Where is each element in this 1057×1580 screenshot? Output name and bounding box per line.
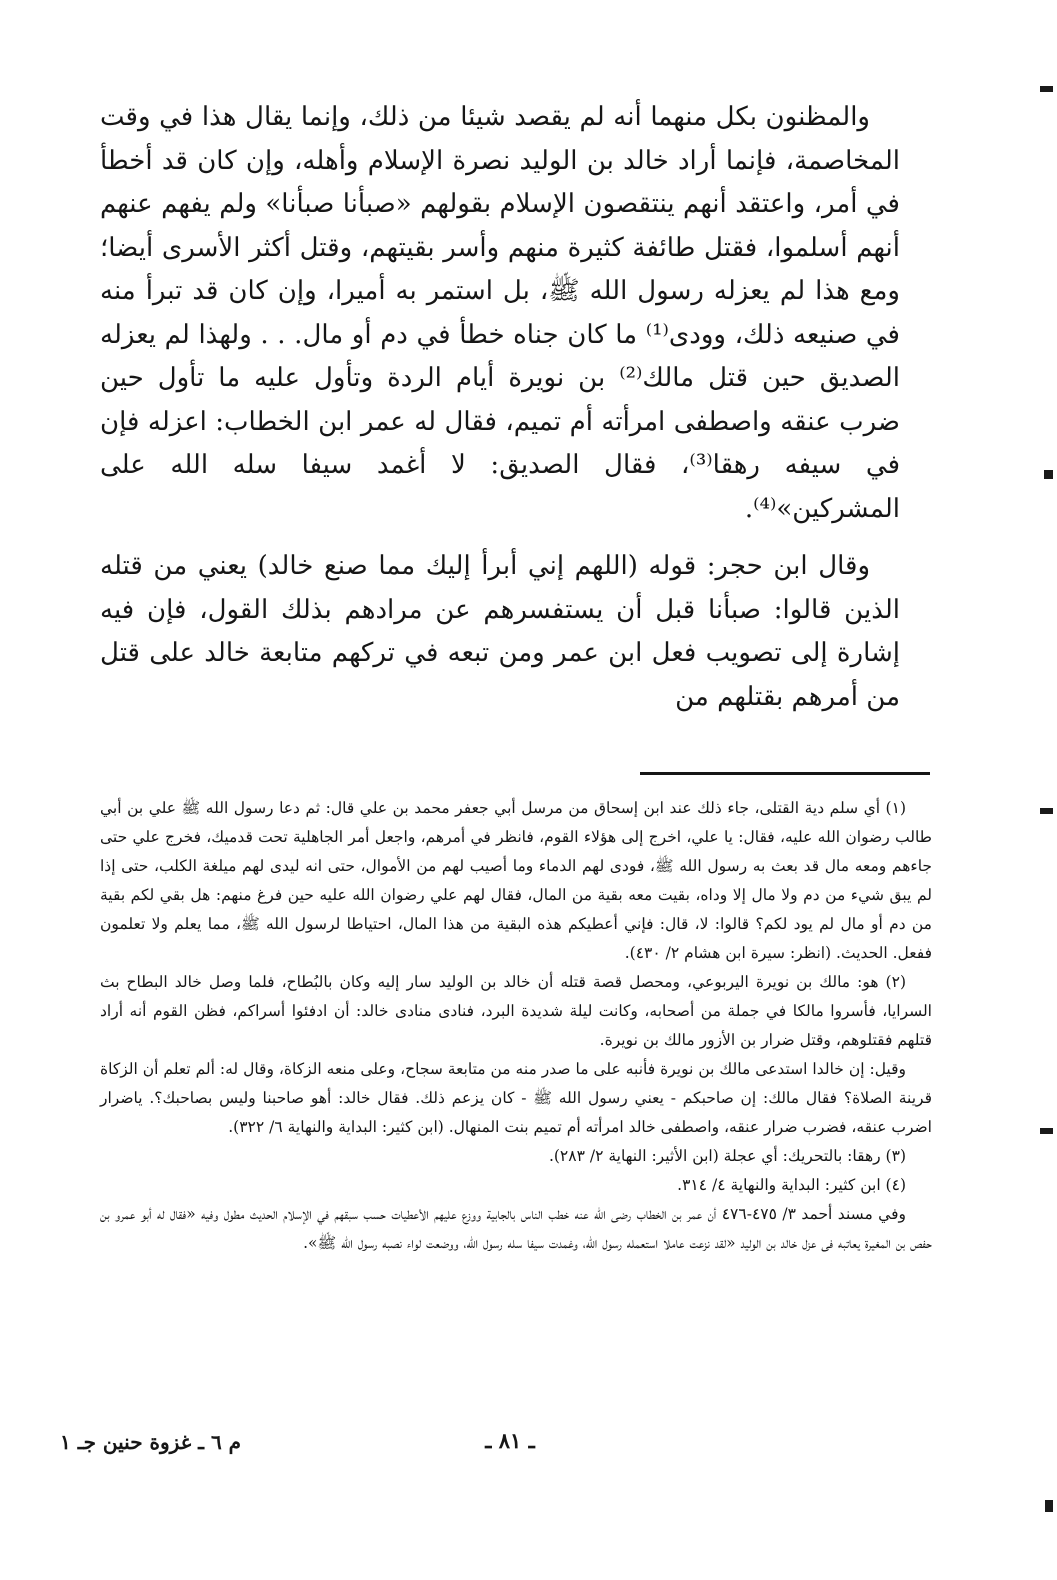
scan-edge-mark	[1040, 808, 1053, 814]
page-number: ـ ٨١ ـ	[485, 1428, 535, 1453]
scan-edge-mark	[1044, 470, 1053, 479]
scan-edge-mark	[1040, 86, 1053, 92]
footnote-2: (٢) هو: مالك بن نويرة اليربوعي، ومحصل قصة قتله أن خالد بن الوليد سار إليه وكان بالبُطاح، فلما وصل خالد البطاح بث السرايا، فأسروا مالكا في جملة من أصحابه، وكانت ليلة شديدة البرد، فنادى منادى خالد: أن ادفئوا أسراكم، فظن القوم أنه أراد قتلهم فقتلوهم، وقتل ضرار بن الأزور مالك بن نويرة.	[100, 973, 932, 1049]
footnote-2-continued: وقيل: إن خالدا استدعى مالك بن نويرة فأنبه على ما صدر منه من متابعة سجاح، وعلى منعه الزكاة، وقال له: ألم تعلم أن الزكاة قرينة الصلاة؟ فقال مالك: إن صاحبكم - يعني رسول الله ﷺ - كان يزعم ذلك. فقال خالد: أهو صاحبنا وليس بصاحبك؟. ياضرار اضرب عنقه، فضرب ضرار عنقه، واصطفى خالد امرأته أم تميم بنت المنهال. (ابن كثير: البداية والنهاية ٦/ ٣٢٢).	[100, 1060, 932, 1136]
main-text	[100, 96, 900, 719]
footnote-3: (٣) رهقا: بالتحريك: أي عجلة (ابن الأثير: النهاية ٢/ ٢٨٣).	[548, 1147, 906, 1165]
page-footer	[0, 1426, 1057, 1466]
scan-edge-mark	[1040, 1128, 1053, 1134]
footnote-4-continued: وفي مسند أحمد ٣/ ٤٧٥-٤٧٦ أن عمر بن الخطاب رضى الله عنه خطب الناس بالجابية ووزع عليهم الأعطيات حسب سبقهم في الإسلام الحديث مطول وفيه «فقال له أبو عمرو بن حفص بن المغيرة يعاتبه فى عزل خالد بن الوليد «لقد نزعت عاملا استعمله رسول الله، وغمدت سيفا سله رسول الله، ووضعت لواء نصبه رسول الله ﷺ».	[100, 1205, 932, 1252]
scan-edge-mark	[1045, 1500, 1053, 1512]
footnote-separator	[640, 772, 930, 775]
footnote-4: (٤) ابن كثير: البداية والنهاية ٤/ ٣١٤.	[677, 1176, 906, 1194]
main-paragraph-1: والمظنون بكل منهما أنه لم يقصد شيئا من ذلك، وإنما يقال هذا في وقت المخاصمة، فإنما أراد خالد بن الوليد نصرة الإسلام وأهله، وإن كان قد أخطأ في أمر، واعتقد أنهم ينتقصون الإسلام بقولهم «صبأنا صبأنا» ولم يفهم عنهم أنهم أسلموا، فقتل طائفة كثيرة منهم وأسر بقيتهم، وقتل أكثر الأسرى أيضا؛ ومع هذا لم يعزله رسول الله ﷺ، بل استمر به أميرا، وإن كان قد تبرأ منه في صنيعه ذلك، وودى⁽¹⁾ ما كان جناه خطأ في دم أو مال. . . ولهذا لم يعزله الصديق حين قتل مالك⁽²⁾ بن نويرة أيام الردة وتأول عليه ما تأول حين ضرب عنقه واصطفى امرأته أم تميم، فقال له عمر ابن الخطاب: اعزله فإن في سيفه رهقا⁽³⁾، فقال الصديق: لا أغمد سيفا سله الله على المشركين»⁽⁴⁾.	[100, 102, 901, 524]
main-paragraph-2: وقال ابن حجر: قوله (اللهم إني أبرأ إليك مما صنع خالد) يعني من قتله الذين قالوا: صبأنا قبل أن يستفسرهم عن مرادهم بذلك القول، فإن فيه إشارة إلى تصويب فعل ابن عمر ومن تبعه في تركهم متابعة خالد على قتل من أمرهم بقتلهم من	[100, 551, 900, 712]
footnote-1: (١) أي سلم دية القتلى، جاء ذلك عند ابن إسحاق من مرسل أبي جعفر محمد بن علي قال: ثم دعا رسول الله ﷺ علي بن أبي طالب رضوان الله عليه، فقال: يا علي، اخرج إلى هؤلاء القوم، فانظر في أمرهم، واجعل أمر الجاهلية تحت قدميك، فخرج علي حتى جاءهم ومعه مال قد بعث به رسول الله ﷺ، فودى لهم الدماء وما أصيب لهم من الأموال، حتى انه ليدى لهم ميلغة الكلب، حتى إذا لم يبق شيء من دم ولا مال إلا وداه، بقيت معه بقية من المال، فقال لهم علي رضوان الله عليه حين فرغ منهم: هل بقي لكم بقية من دم أو مال لم يود لكم؟ قالوا: لا، قال: فإني أعطيكم هذه البقية من هذا المال، احتياطا لرسول الله ﷺ، مما يعلم ولا تعلمون ففعل. الحديث. (انظر: سيرة ابن هشام ٢/ ٤٣٠).	[100, 799, 932, 962]
footnotes	[100, 794, 932, 1258]
printer-signature: م ٦ ـ غزوة حنين جـ ١	[60, 1430, 242, 1454]
